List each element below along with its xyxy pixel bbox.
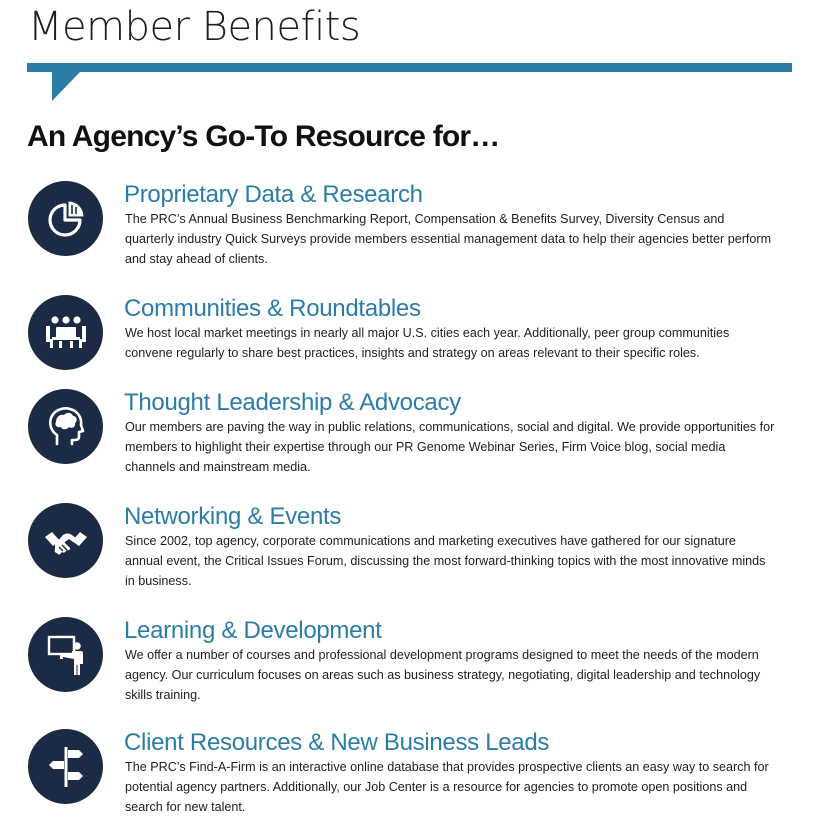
- benefit-title: Learning & Development: [124, 617, 382, 644]
- benefit-description: The PRC’s Find-A-Firm is an interactive online database that provides prospective clients an easy way to search for potential agency partners. Additionally, our Job Center is a resource for agencies to promote open positions and search for new talent.: [125, 760, 769, 814]
- benefit-description: We offer a number of courses and professional development programs designed to meet the needs of the modern agency. Our curriculum focuses on areas such as business strategy, negotiating, digital leadership and technology skills training.: [125, 648, 761, 702]
- benefit-description: Our members are paving the way in public relations, communications, social and digital. We provide opportunities for members to highlight their expertise through our PR Genome Webinar Series, Firm Voice blog, social media channels and mainstream media.: [125, 420, 775, 474]
- section-heading: An Agency’s Go-To Resource for…: [27, 120, 500, 153]
- signpost-icon: [28, 729, 103, 804]
- roundtable-icon: [28, 295, 103, 370]
- benefit-title: Networking & Events: [124, 503, 342, 530]
- benefit-title: Client Resources & New Business Leads: [124, 729, 550, 756]
- page-title: Member Benefits: [28, 4, 361, 50]
- handshake-icon: [28, 503, 103, 578]
- benefit-title: Proprietary Data & Research: [124, 181, 423, 208]
- benefit-title: Thought Leadership & Advocacy: [124, 389, 461, 416]
- benefit-description: We host local market meetings in nearly all major U.S. cities each year. Additionally, peer group communities convene regularly to share best practices, insights and strategy on areas relevant to their specific roles.: [125, 326, 730, 360]
- benefit-title: Communities & Roundtables: [124, 295, 421, 322]
- title-divider: [27, 63, 792, 103]
- benefit-description: The PRC’s Annual Business Benchmarking Report, Compensation & Benefits Survey, Diversity Census and quarterly industry Quick Surveys provide members essential management data to help their agencies better perform and stay ahead of clients.: [125, 212, 772, 266]
- pie-chart-icon: [28, 181, 103, 256]
- head-thought-icon: [28, 389, 103, 464]
- benefit-description: Since 2002, top agency, corporate communications and marketing executives have gathered for our signature annual event, the Critical Issues Forum, discussing the most forward-thinking topics with the most innovative minds in business.: [125, 534, 766, 588]
- presenter-icon: [28, 617, 103, 692]
